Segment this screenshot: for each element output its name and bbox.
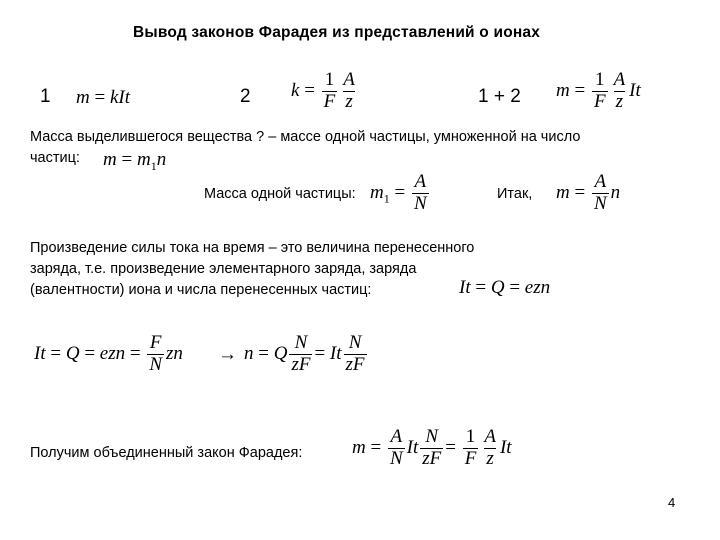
mass-one-particle-label: Масса одной частицы: (204, 186, 356, 202)
page-number: 4 (668, 495, 676, 510)
charge-paragraph-line2: заряда, т.е. произведение элементарного заряда, заряда (30, 261, 417, 277)
formula-m-kIt: m = kIt (76, 87, 130, 108)
slide-title: Вывод законов Фарадея из представлений о ионах (133, 24, 541, 41)
formula-m-1-over-F-A-over-z-It: m = $\frac{1}{F}$ $\frac{A}{z}$ It (556, 69, 641, 112)
arrow-icon: → (218, 344, 237, 365)
formula-n-Q-N-over-zF-It-N-over-zF: n = Q $\frac{N}{zF}$ = It $\frac{N}{zF}$ (244, 332, 365, 375)
law-label-1-plus-2: 1 + 2 (478, 86, 521, 107)
formula-m-m1-n: $m = m_1n$ (103, 149, 167, 173)
formula-It-Q-ezn: It = Q = ezn (459, 277, 551, 298)
itak-label: Итак, (497, 186, 533, 202)
formula-m-A-over-N-n: m = $\frac{A}{N}$ n (556, 171, 621, 214)
formula-k-1-over-F-A-over-z: k = $\frac{1}{F}$ $\frac{A}{z}$ (291, 69, 355, 112)
charge-paragraph-line1: Произведение силы тока на время – это величина перенесенного (30, 240, 475, 256)
charge-paragraph-line3: (валентности) иона и числа перенесенных частиц: (30, 282, 372, 298)
formula-m1-A-over-N: $m_1$ = $\frac{A}{N}$ (370, 171, 427, 214)
mass-statement-line1: Масса выделившегося вещества ? – массе одной частицы, умноженной на число (30, 129, 581, 145)
formula-It-Q-ezn-F-over-N-zn: It = Q = ezn = $\frac{F}{N}$ zn (34, 332, 183, 375)
combined-law-label: Получим объединенный закон Фарадея: (30, 445, 303, 461)
formula-combined-faraday-law: m = $\frac{A}{N}$ It $\frac{N}{zF}$ = $\frac{1}{F}$ $\frac{A}{z}$ It (352, 426, 512, 469)
law-label-1: 1 (40, 86, 51, 107)
law-label-2: 2 (240, 86, 251, 107)
mass-statement-line2: частиц: (30, 150, 80, 166)
